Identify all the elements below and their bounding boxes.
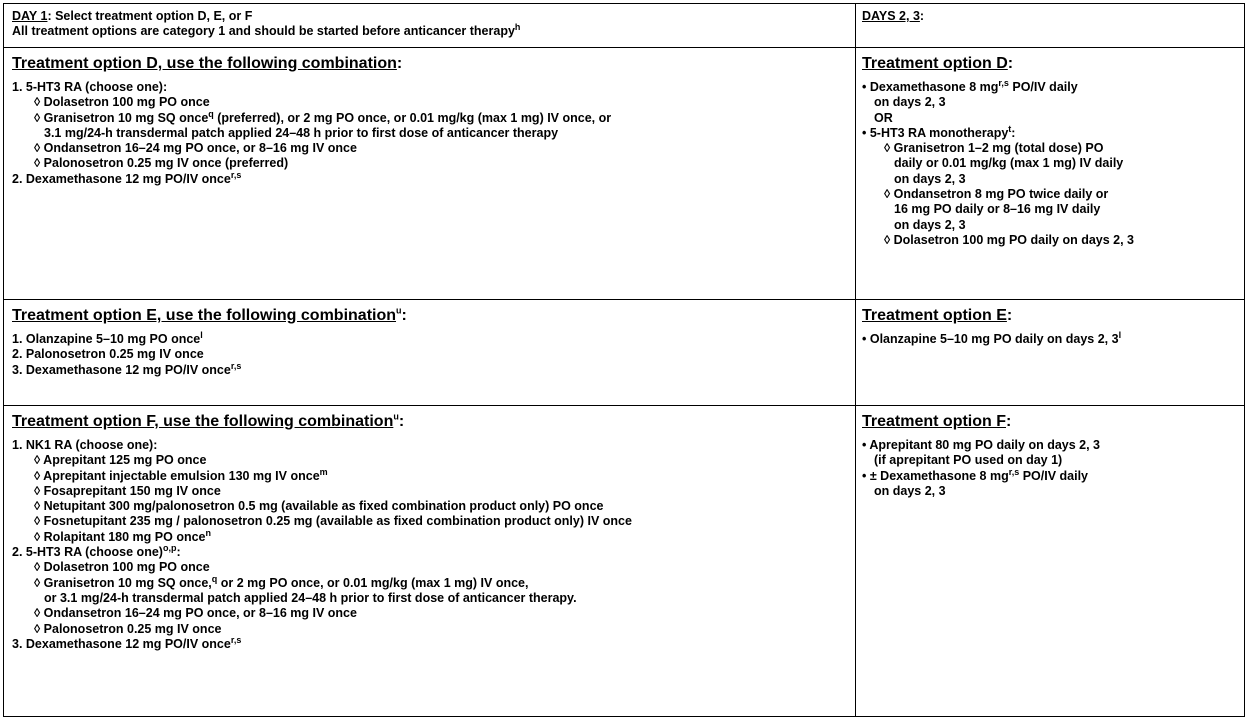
list-item-continuation: on days 2, 3 (894, 217, 966, 232)
list-item-text: PO/IV daily (1019, 468, 1089, 483)
option-f-days23-cell (856, 406, 1244, 717)
list-item (12, 360, 847, 378)
option-d-right-title-text: Treatment option D (862, 55, 1008, 72)
option-d-title (12, 54, 847, 74)
list-item-continuation: 16 mg PO daily or 8–16 mg IV daily (894, 202, 1101, 217)
header-row (4, 4, 1244, 48)
list-item (12, 634, 847, 652)
days23-heading (862, 9, 1238, 24)
list-item-text: 2. 5-HT3 RA (choose one) (12, 545, 163, 560)
footnote-rs: r,s (230, 169, 242, 180)
day1-text: : Select treatment option D, E, or F (47, 9, 253, 23)
option-e-days23-cell (856, 300, 1244, 405)
days23-label: DAYS 2, 3 (862, 9, 920, 23)
option-d-right-title (862, 54, 1238, 74)
list-item: ◊ Palonosetron 0.25 mg IV once (34, 621, 222, 636)
footnote-h: h (514, 21, 521, 32)
list-item: ◊ Ondansetron 8 mg PO twice daily or (884, 187, 1109, 202)
option-f-title-text: Treatment option F, use the following combination (12, 413, 394, 430)
list-item (12, 527, 847, 545)
day1-header-cell (4, 4, 856, 47)
days23-colon: : (919, 9, 925, 23)
footnote-q: q (211, 573, 218, 584)
day1-label: DAY 1 (12, 9, 48, 23)
list-item (862, 466, 1238, 484)
list-item (12, 466, 847, 484)
option-e-title (12, 306, 847, 326)
day1-heading (12, 9, 847, 24)
list-item: ◊ Granisetron 1–2 mg (total dose) PO (884, 141, 1104, 156)
list-item (12, 573, 847, 591)
option-d-row (4, 48, 1244, 300)
list-item (12, 169, 847, 187)
or-separator: OR (874, 110, 893, 125)
list-item: ◊ Aprepitant 125 mg PO once (34, 453, 207, 468)
list-item: 1. NK1 RA (choose one): (12, 438, 158, 452)
option-d-day1-cell (4, 48, 856, 299)
list-item-text: • Dexamethasone 8 mg (862, 80, 999, 94)
footnote-m: m (319, 466, 328, 477)
list-item-continuation: on days 2, 3 (874, 95, 946, 110)
list-item-text: • 5-HT3 RA monotherapy (862, 125, 1009, 140)
footnote-rs: r,s (230, 360, 242, 371)
list-item: 1. 5-HT3 RA (choose one): (12, 80, 168, 94)
list-item-text: ◊ Aprepitant injectable emulsion 130 mg IV once (34, 468, 320, 483)
footnote-rs: r,s (998, 77, 1009, 88)
list-item-text: 3. Dexamethasone 12 mg PO/IV once (12, 362, 231, 377)
option-f-right-title (862, 412, 1238, 432)
footnote-u: u (393, 411, 399, 422)
footnote-rs: r,s (230, 634, 242, 645)
footnote-u: u (396, 305, 402, 316)
list-item: • Aprepitant 80 mg PO daily on days 2, 3 (862, 438, 1101, 452)
list-item-text: : (1011, 125, 1016, 140)
list-item: ◊ Palonosetron 0.25 mg IV once (preferred) (34, 156, 289, 171)
list-item-text: 2. Dexamethasone 12 mg PO/IV once (12, 171, 231, 186)
option-d-title-colon: : (396, 55, 403, 72)
list-item-continuation: (if aprepitant PO used on day 1) (874, 453, 1063, 468)
list-item (12, 329, 847, 347)
option-e-title-text: Treatment option E, use the following combination (12, 307, 397, 324)
footnote-l: l (1118, 329, 1122, 340)
list-item-text: or 2 mg PO once, or 0.01 mg/kg (max 1 mg) IV once, (217, 575, 529, 590)
list-item-text: (preferred), or 2 mg PO once, or 0.01 mg/kg (max 1 mg) IV once, or (213, 110, 612, 125)
option-e-right-title (862, 306, 1238, 326)
list-item: ◊ Ondansetron 16–24 mg PO once, or 8–16 mg IV once (34, 141, 357, 156)
option-f-title (12, 412, 847, 432)
footnote-rs: r,s (1008, 466, 1020, 477)
option-e-title-colon: : (401, 307, 407, 324)
footnote-op: o,p (162, 542, 177, 553)
footnote-n: n (205, 527, 211, 538)
option-e-day1-cell (4, 300, 856, 405)
list-item: ◊ Dolasetron 100 mg PO daily on days 2, 3 (884, 232, 1135, 247)
list-item-text: ◊ Granisetron 10 mg SQ once (34, 110, 209, 125)
day1-note-text: All treatment options are category 1 and should be started before anticancer therapy (12, 24, 515, 38)
list-item (862, 329, 1238, 347)
list-item (12, 108, 847, 126)
list-item-continuation: or 3.1 mg/24-h transdermal patch applied 24–48 h prior to first dose of anticancer therapy. (44, 590, 577, 605)
list-item: ◊ Dolasetron 100 mg PO once (34, 95, 210, 110)
option-d-title-text: Treatment option D, use the following combination (12, 55, 397, 72)
treatment-table (3, 3, 1245, 717)
option-e-right-title-colon: : (1006, 307, 1013, 324)
list-item-text: PO/IV daily (1008, 80, 1078, 94)
list-item-text: ◊ Rolapitant 180 mg PO once (34, 529, 206, 544)
list-item-text: • ± Dexamethasone 8 mg (862, 468, 1009, 483)
option-f-row (4, 406, 1244, 717)
days23-header-cell (856, 4, 1244, 47)
option-f-right-title-colon: : (1006, 413, 1012, 430)
option-f-right-title-text: Treatment option F (862, 413, 1006, 430)
day1-note (12, 21, 847, 39)
list-item: 2. Palonosetron 0.25 mg IV once (12, 347, 204, 362)
footnote-l: l (200, 329, 203, 340)
footnote-q: q (208, 108, 214, 119)
option-f-day1-cell (4, 406, 856, 717)
list-item: ◊ Netupitant 300 mg/palonosetron 0.5 mg (available as fixed combination product only) PO once (34, 499, 604, 514)
list-item-text: • Olanzapine 5–10 mg PO daily on days 2, 3 (862, 332, 1119, 346)
footnote-t: t (1008, 123, 1012, 134)
list-item (862, 123, 1238, 141)
option-f-title-colon: : (398, 413, 405, 430)
list-item-text: : (176, 545, 181, 560)
list-item-continuation: on days 2, 3 (894, 171, 966, 186)
list-item: ◊ Fosnetupitant 235 mg / palonosetron 0.25 mg (available as fixed combination product only) IV once (34, 514, 632, 529)
list-item (12, 542, 847, 560)
option-e-row (4, 300, 1244, 406)
list-item-continuation: 3.1 mg/24-h transdermal patch applied 24–48 h prior to first dose of anticancer therapy (44, 125, 559, 140)
list-item-continuation: on days 2, 3 (874, 483, 946, 498)
list-item: ◊ Ondansetron 16–24 mg PO once, or 8–16 mg IV once (34, 606, 357, 621)
option-d-days23-cell (856, 48, 1244, 299)
list-item: ◊ Dolasetron 100 mg PO once (34, 560, 210, 575)
list-item (862, 77, 1238, 95)
list-item: ◊ Fosaprepitant 150 mg IV once (34, 483, 221, 498)
option-d-right-title-colon: : (1007, 55, 1014, 72)
list-item-text: 1. Olanzapine 5–10 mg PO once (12, 332, 201, 346)
list-item-text: 3. Dexamethasone 12 mg PO/IV once (12, 636, 231, 651)
option-e-right-title-text: Treatment option E (862, 307, 1007, 324)
list-item-continuation: daily or 0.01 mg/kg (max 1 mg) IV daily (894, 156, 1124, 171)
list-item-text: ◊ Granisetron 10 mg SQ once, (34, 575, 212, 590)
